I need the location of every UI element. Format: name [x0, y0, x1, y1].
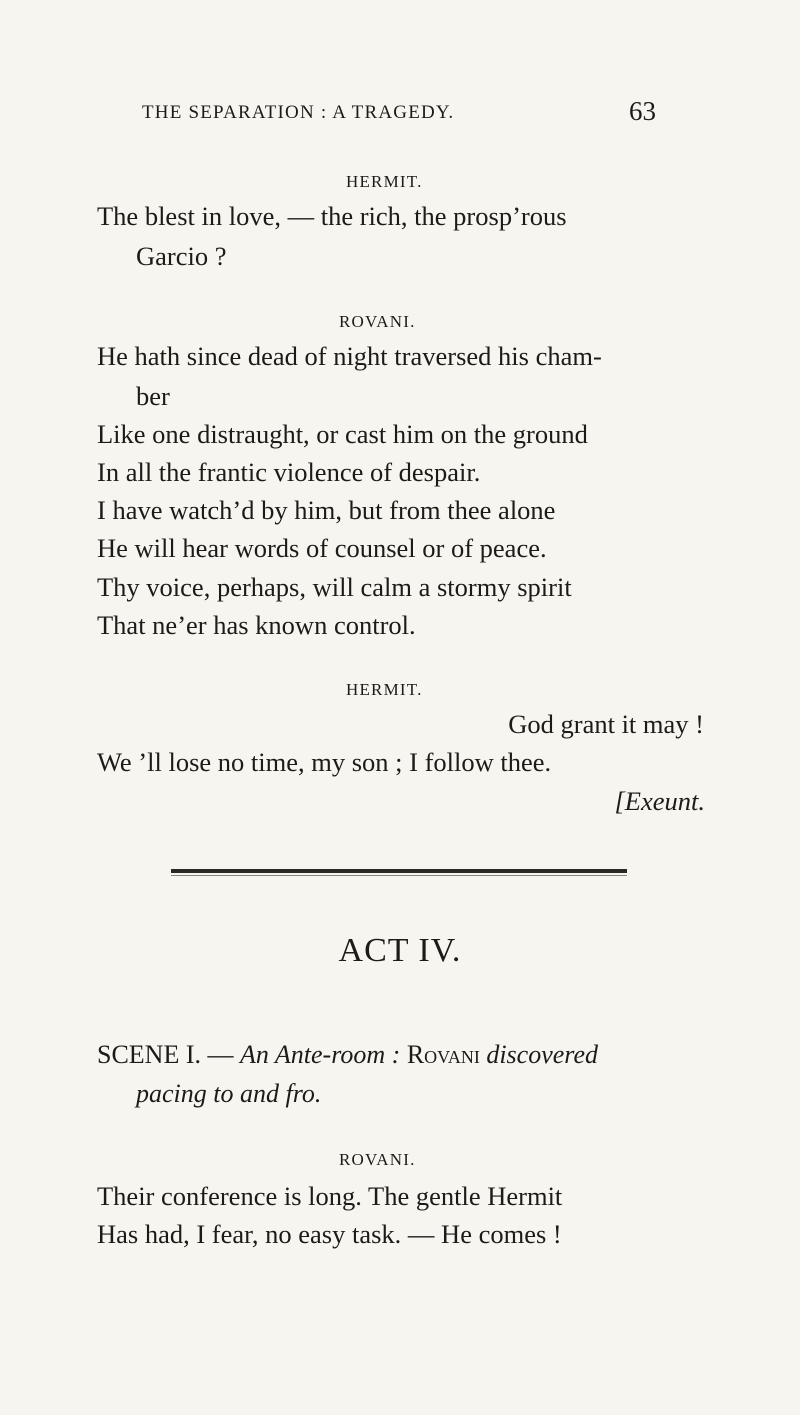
scene-heading — [97, 1040, 598, 1070]
running-head — [142, 96, 656, 136]
verse-line: Garcio ? — [136, 241, 227, 271]
verse-line: That ne’er has known control. — [97, 610, 416, 640]
verse-line: I have watch’d by him, but from thee alone — [97, 495, 556, 525]
scene-setting: An Ante-room : — [240, 1040, 407, 1069]
verse-line: The blest in love, — the rich, the prosp’rous — [97, 201, 567, 231]
scene-label: SCENE I. — — [97, 1040, 240, 1069]
scene-action: discovered — [479, 1040, 598, 1069]
verse-line: Like one distraught, or cast him on the ground — [97, 419, 588, 449]
verse-line: We ’ll lose no time, my son ; I follow thee. — [97, 747, 552, 777]
speaker-rovani: ROVANI. — [339, 312, 416, 331]
verse-line: He will hear words of counsel or of peace. — [97, 533, 547, 563]
speaker-rovani: ROVANI. — [339, 1150, 416, 1169]
section-rule-thin — [171, 875, 627, 876]
verse-line: God grant it may ! — [508, 709, 704, 739]
stage-direction: [Exeunt. — [614, 786, 705, 816]
scene-action-continued: pacing to and fro. — [136, 1079, 322, 1108]
section-rule — [171, 869, 627, 873]
scene-character: Rovani — [406, 1040, 480, 1069]
page-number: 63 — [629, 96, 656, 126]
scene-heading-continued — [136, 1079, 321, 1109]
verse-line: In all the frantic violence of despair. — [97, 457, 481, 487]
speaker-hermit: HERMIT. — [346, 680, 423, 699]
speaker-hermit: HERMIT. — [346, 172, 423, 191]
running-title: THE SEPARATION : A TRAGEDY. — [142, 102, 455, 123]
verse-line: ber — [136, 381, 170, 411]
verse-line: Has had, I fear, no easy task. — He comes ! — [97, 1219, 562, 1249]
verse-line: He hath since dead of night traversed his cham- — [97, 341, 602, 371]
act-heading: ACT IV. — [338, 932, 462, 969]
verse-line: Their conference is long. The gentle Hermit — [97, 1181, 563, 1211]
verse-line: Thy voice, perhaps, will calm a stormy spirit — [97, 572, 572, 602]
